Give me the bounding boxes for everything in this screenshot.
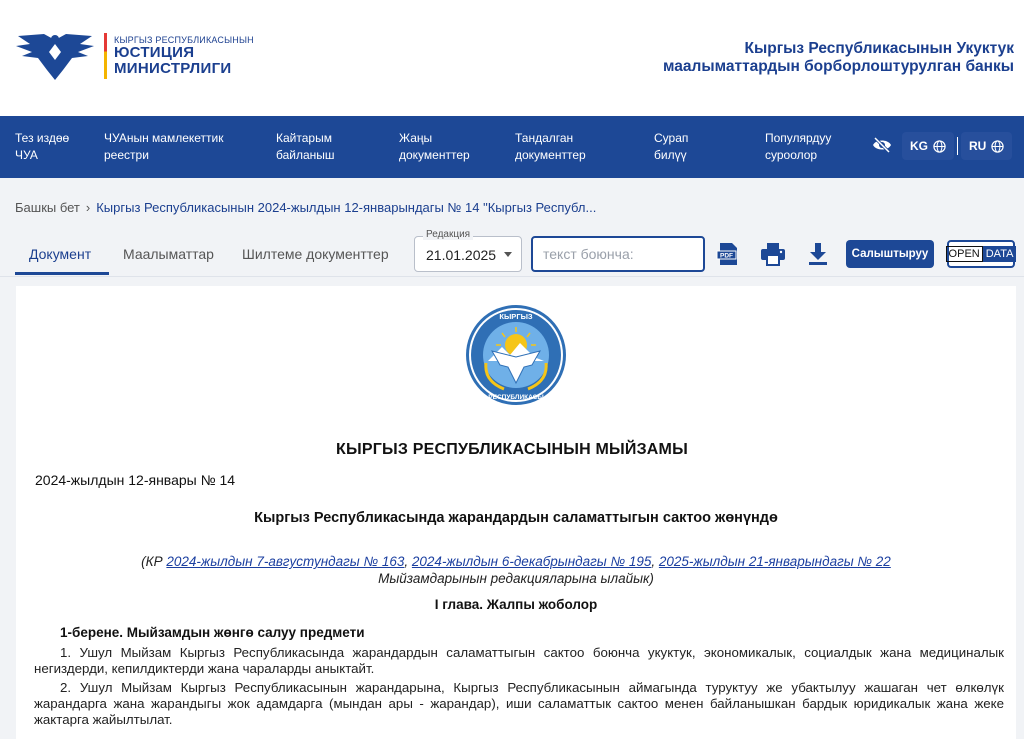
site-header (0, 0, 1024, 116)
edition-label: Редакция (423, 229, 473, 240)
chapter-heading: I глава. Жалпы жоболор (434, 597, 598, 612)
accessibility-toggle[interactable] (868, 131, 896, 159)
logo-line-2: МИНИСТРЛИГИ (114, 60, 232, 77)
law-edits (0, 553, 1024, 587)
nav-item-feedback[interactable] (276, 130, 335, 164)
article-heading: 1-берене. Мыйзамдын жөнгө салуу предмети (60, 625, 365, 640)
nav-item-label: Тандалган (515, 131, 574, 145)
tab-document[interactable]: Документ (29, 246, 92, 262)
breadcrumb (15, 200, 596, 215)
nav-item-label: ЧУАнын мамлекеттик (104, 131, 224, 145)
nav-item-favorite-documents[interactable] (515, 130, 586, 164)
ministry-logo[interactable] (14, 30, 254, 82)
site-title (663, 40, 1014, 76)
site-title-line-2: маалыматтардын борборлоштурулган банкы (663, 58, 1014, 75)
nav-item-label: Популярдуу (765, 131, 832, 145)
nav-item-label: Жаңы (399, 131, 433, 145)
printer-icon (760, 242, 786, 266)
edits-suffix: Мыйзамдарынын редакцияларына ылайык) (378, 571, 654, 586)
state-emblem-icon (464, 303, 568, 407)
nav-item-label: Тез издөө (15, 131, 70, 145)
globe-icon (991, 140, 1004, 153)
nav-item-label: документтер (515, 148, 586, 162)
open-data-label-1: OPEN (946, 246, 983, 262)
edition-select[interactable] (414, 229, 522, 272)
paragraph-2: 2. Ушул Мыйзам Кыргыз Республикасынын жарандарына, Кыргыз Республикасынын аймагында туруктуу же убактылуу жашаган чет өлкөлүк жарандарга жана жарандыгы жок адамдарга (мындан ары - жарандар), иши саламаттык сактоо менен байланышкан бардык юридикалык жана жеке жактарга жайылтылат. (34, 680, 1004, 727)
nav-item-state-registry[interactable] (104, 130, 224, 164)
nav-item-label: Сурап (654, 131, 689, 145)
emblem-text-bottom: РЕСПУБЛИКАСЫ (488, 394, 544, 401)
nav-item-quick-search[interactable] (15, 130, 69, 164)
nav-item-inquiry[interactable] (654, 130, 688, 164)
globe-icon (933, 140, 946, 153)
nav-item-label: суроолор (765, 148, 818, 162)
lang-separator (957, 137, 958, 155)
nav-item-label: байланыш (276, 148, 335, 162)
compare-button[interactable]: Салыштыруу (846, 240, 934, 268)
law-title: КЫРГЫЗ РЕСПУБЛИКАСЫНЫН МЫЙЗАМЫ (336, 441, 688, 458)
pdf-button[interactable] (713, 239, 743, 269)
text-search-input[interactable] (531, 236, 705, 272)
paragraph-1: 1. Ушул Мыйзам Кыргыз Республикасында жарандардын саламаттыгын сактоо боюнча укуктук, экономикалык, социалдык жана медициналык негиздерди, кепилдиктерди жана чараларды аныктайт. (34, 645, 1004, 676)
open-data-button[interactable] (947, 240, 1015, 268)
edit-link-2[interactable]: 2024-жылдын 6-декабрындагы № 195 (411, 554, 652, 569)
eagle-logo-icon (14, 30, 96, 82)
pdf-icon (715, 241, 741, 267)
tab-info[interactable]: Маалыматтар (123, 246, 214, 262)
logo-line-1: ЮСТИЦИЯ (114, 44, 195, 61)
edit-link-3[interactable]: 2025-жылдын 21-январындагы № 22 (658, 554, 891, 569)
eye-slash-icon (872, 137, 892, 153)
logo-divider (104, 33, 107, 79)
lang-ru-label: RU (969, 139, 987, 153)
nav-item-faq[interactable] (765, 130, 831, 164)
edition-value: 21.01.2025 (426, 247, 497, 263)
logo-text (114, 35, 254, 77)
active-tab-indicator (15, 272, 109, 275)
logo-small-text: КЫРГЫЗ РЕСПУБЛИКАСЫНЫН (114, 35, 254, 45)
edits-sep-2: , (651, 554, 659, 569)
svg-text:PDF: PDF (720, 252, 733, 260)
nav-item-label: реестри (104, 148, 149, 162)
edits-prefix: (КР (141, 554, 167, 569)
print-button[interactable] (758, 239, 788, 269)
law-subtitle: Кыргыз Республикасында жарандардын саламаттыгын сактоо жөнүндө (254, 510, 778, 526)
lang-kg-label: KG (910, 139, 928, 153)
nav-item-label: документтер (399, 148, 470, 162)
law-date: 2024-жылдын 12-январы № 14 (35, 472, 236, 488)
tab-references[interactable]: Шилтеме документтер (242, 246, 389, 262)
nav-item-new-documents[interactable] (399, 130, 470, 164)
emblem-text-top: КЫРГЫЗ (499, 312, 533, 321)
site-title-line-1: Кыргыз Республикасынын Укуктук (744, 40, 1014, 57)
edits-sep-1: , (404, 554, 412, 569)
download-icon (807, 242, 829, 266)
nav-item-label: ЧУА (15, 148, 38, 162)
open-data-label-2: DATA (983, 246, 1017, 262)
lang-kg-button[interactable] (902, 132, 954, 160)
tabs-divider (0, 276, 1024, 277)
breadcrumb-separator: › (85, 200, 91, 215)
breadcrumb-current[interactable]: Кыргыз Республикасынын 2024-жылдын 12-январындагы № 14 "Кыргыз Республ... (96, 200, 597, 215)
download-button[interactable] (803, 239, 833, 269)
caret-down-icon (504, 252, 512, 257)
lang-ru-button[interactable] (961, 132, 1012, 160)
edit-link-1[interactable]: 2024-жылдын 7-августундагы № 163 (166, 554, 405, 569)
nav-item-label: Кайтарым (276, 131, 332, 145)
breadcrumb-home[interactable]: Башкы бет (15, 200, 80, 215)
nav-item-label: билүү (654, 148, 687, 162)
